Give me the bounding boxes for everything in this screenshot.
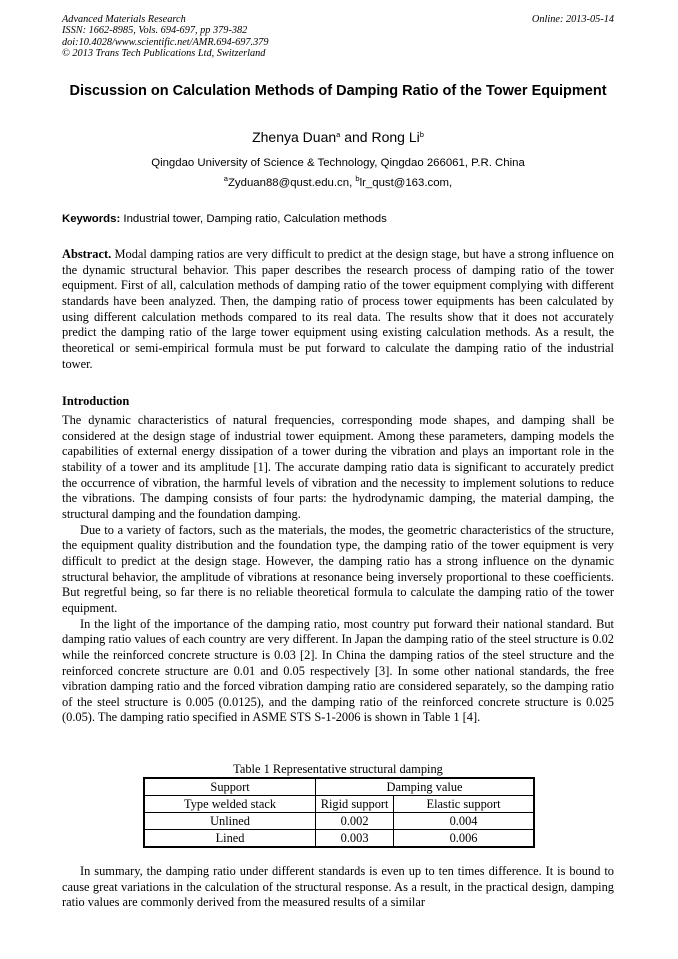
author-marker: a [336,130,341,139]
journal-header [62,14,269,60]
table-cell: Unlined [144,813,316,830]
paragraph: In the light of the importance of the damping ratio, most country put forward their national standard. But damping ratio values of each country are very different. In Japan the damping ratio of the steel structure is 0.02 while the reinforced concrete structure is 0.03 [2]. In China the damping ratios of the steel structure and the reinforced concrete structure are 0.01 and 0.05 respectively [3]. In some other national standards, the free vibration damping ratio and the forced vibration damping ratio are considered separately, so the damping ratio of the steel structure is 0.005 (0.0125), and the damping ratio of the reinforced concrete structure is 0.025 (0.05). The damping ratio specified in ASME STS S-1-2006 is shown in Table 1 [4]. [62,616,614,725]
paragraph: In summary, the damping ratio under different standards is even up to ten times difference. It is bound to cause great variations in the calculation of the structural response. As a result, in the practical design, damping ratio values are commonly derived from the measured results of a similar [62,864,614,910]
journal-name: Advanced Materials Research [62,14,186,25]
table-cell: Lined [144,830,316,848]
author-conjunction: and [340,129,372,145]
table-cell: 0.002 [316,813,394,830]
table-cell: 0.006 [394,830,534,848]
table-cell: 0.004 [394,813,534,830]
online-date: Online: 2013-05-14 [531,14,614,25]
table-header-damping-value: Damping value [316,778,534,796]
keywords-label: Keywords: [62,213,121,225]
author-name: Zhenya Duan [252,129,337,145]
author-emails [62,176,614,191]
email-link[interactable]: Zyduan88@qust.edu.cn, [227,177,356,189]
journal-issn: ISSN: 1662-8985, Vols. 694-697, pp 379-382 [62,25,248,37]
table-header-support: Support [144,778,316,796]
table-caption: Table 1 Representative structural damping [233,762,443,776]
table-cell: 0.003 [316,830,394,848]
paragraph: The dynamic characteristics of natural frequencies, corresponding mode shapes, and damping shall be considered at the design stage of industrial tower equipment. Among these parameters, damping models the capabilities of external energy dissipation of a tower during the vibration and plays an important role in the stability of a tower and its amplitude [1]. The accurate damping ratio data is significant to accurately predict the occurrence of vibration, the harmful levels of vibration and the necessity to implement solutions to reduce the vibrations. The damping consists of four parts: the hydrodynamic damping, the material damping, the structural damping and the foundation damping. [62,413,614,521]
journal-doi[interactable]: doi:10.4028/www.scientific.net/AMR.694-697.379 [62,36,269,48]
table-header-rigid: Rigid support [316,796,394,813]
section-heading-introduction: Introduction [62,394,130,408]
email-marker: b [355,174,360,183]
author-line [62,128,614,146]
email-marker: a [223,174,228,183]
paper-title: Discussion on Calculation Methods of Damping Ratio of the Tower Equipment [69,83,607,99]
introduction-body [62,413,614,726]
damping-table [143,777,535,848]
keywords [62,212,614,227]
journal-copyright: © 2013 Trans Tech Publications Ltd, Switzerland [62,48,266,60]
keywords-text: Industrial tower, Damping ratio, Calculation methods [120,213,387,225]
abstract-text: Modal damping ratios are very difficult to predict at the design stage, but have a strong influence on the dynamic structural behavior. This paper describes the research process of damping ratio of the tower equipment. First of all, calculation methods of damping ratio of the tower equipment complying with different standards have been analyzed. Then, the damping ratio of process tower equipments has been calculated by using different calculation methods compared to its real data. The results show that it does not accurately predict the damping ratio of the large tower equipment using existing calculation methods. As a result, the theoretical or semi-empirical formula must be put forward to calculate the damping ratio of the industrial tower. [62,247,614,371]
abstract-label: Abstract. [62,247,112,261]
table-row [144,830,534,848]
author-marker: b [419,130,424,139]
author-name: Rong Li [371,129,420,145]
abstract [62,247,614,372]
table-header-type: Type welded stack [144,796,316,813]
table-row [144,813,534,830]
paragraph: Due to a variety of factors, such as the materials, the modes, the geometric characteristics of the structure, the equipment quality distribution and the foundation type, the damping ratio of the tower equipment is very difficult to predict at the design stage. However, the damping ratio has a strong influence on the dynamic structural behavior, the amplitude of vibrations at resonance being inversely proportional to these coefficients. But regretful being, so far there is no reliable theoretical formula to calculate the damping ratio of the tower equipment. [62,522,614,615]
summary-body [62,864,614,911]
table-header-elastic: Elastic support [394,796,534,813]
email-link[interactable]: lr_qust@163.com, [359,177,453,189]
affiliation: Qingdao University of Science & Technology, Qingdao 266061, P.R. China [151,157,525,169]
